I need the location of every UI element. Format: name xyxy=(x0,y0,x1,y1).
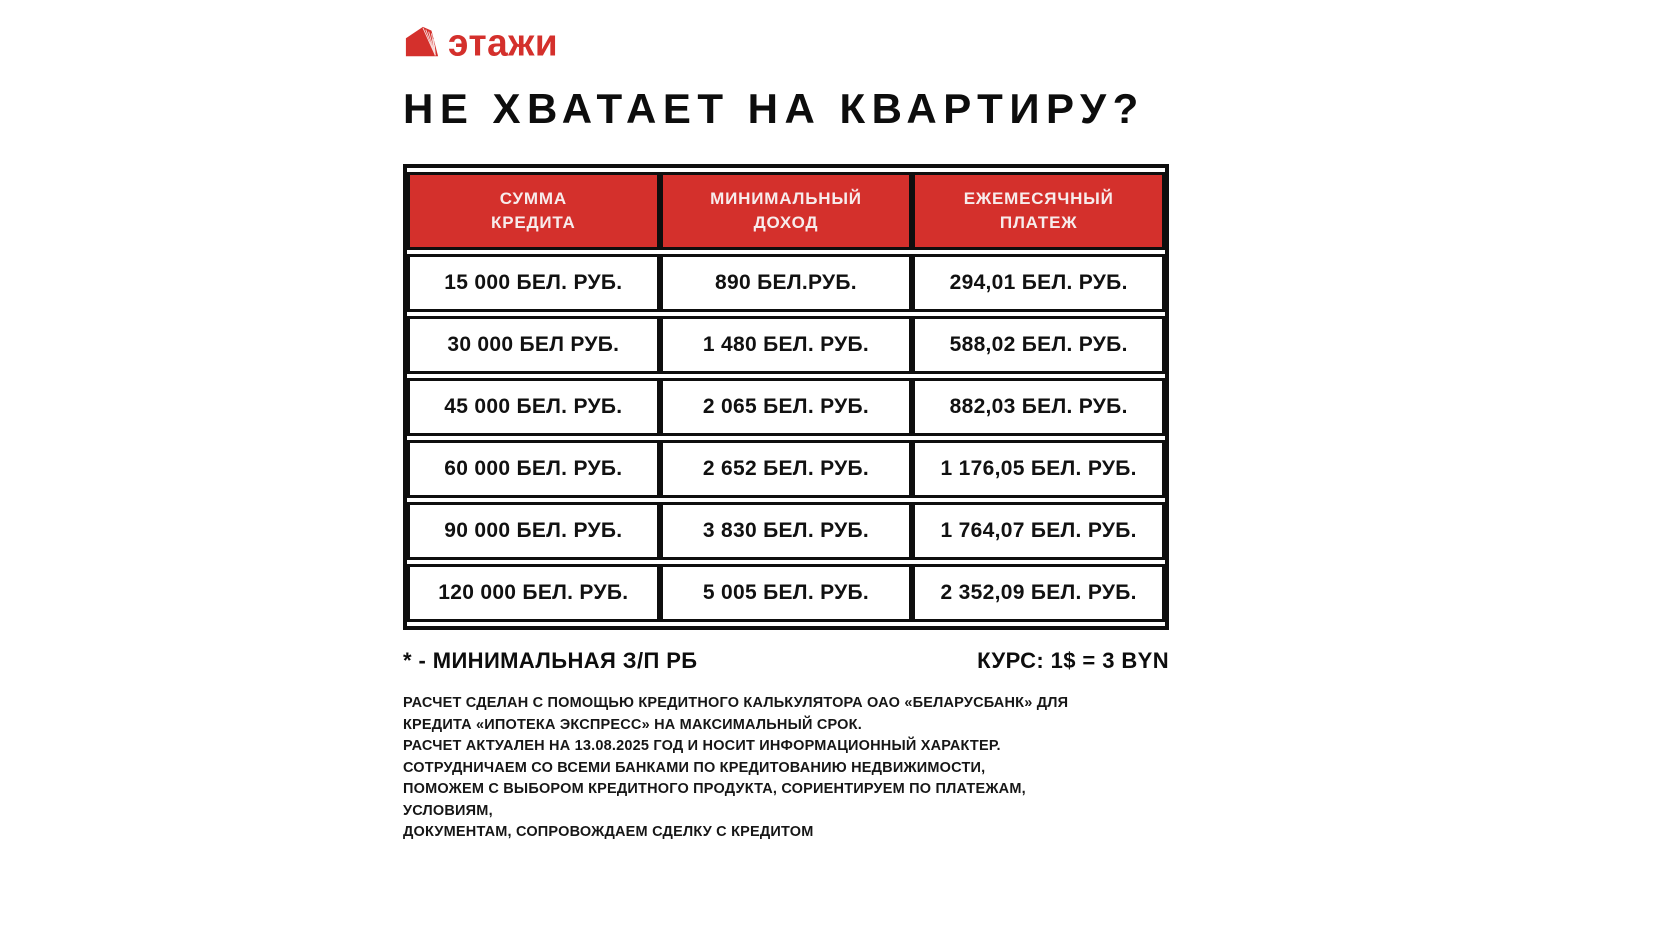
table-cell: 30 000 БЕЛ РУБ. xyxy=(407,316,660,374)
disclaimer-line: СОТРУДНИЧАЕМ СО ВСЕМИ БАНКАМИ ПО КРЕДИТОВАНИЮ НЕДВИЖИМОСТИ, xyxy=(403,759,986,776)
column-header-line: СУММА xyxy=(499,189,567,208)
credit-table-body xyxy=(407,254,1165,622)
table-cell: 120 000 БЕЛ. РУБ. xyxy=(407,564,660,622)
table-cell: 45 000 БЕЛ. РУБ. xyxy=(407,378,660,436)
table-cell: 15 000 БЕЛ. РУБ. xyxy=(407,254,660,312)
table-row xyxy=(407,254,1165,312)
column-header-monthly-payment xyxy=(912,172,1165,250)
table-cell: 5 005 БЕЛ. РУБ. xyxy=(660,564,913,622)
table-row xyxy=(407,502,1165,560)
table-cell: 1 480 БЕЛ. РУБ. xyxy=(660,316,913,374)
etazhi-logo-text: этажи xyxy=(448,21,559,63)
table-row xyxy=(407,440,1165,498)
table-row xyxy=(407,378,1165,436)
footnote-min-salary: * - МИНИМАЛЬНАЯ З/П РБ xyxy=(403,648,698,673)
content-column xyxy=(403,0,1169,844)
disclaimer-text xyxy=(403,693,1169,844)
table-cell: 2 065 БЕЛ. РУБ. xyxy=(660,378,913,436)
table-cell: 588,02 БЕЛ. РУБ. xyxy=(912,316,1165,374)
column-header-loan-amount xyxy=(407,172,660,250)
etazhi-house-icon xyxy=(403,24,441,60)
table-cell: 882,03 БЕЛ. РУБ. xyxy=(912,378,1165,436)
footnote-row xyxy=(403,648,1169,674)
table-cell: 1 764,07 БЕЛ. РУБ. xyxy=(912,502,1165,560)
column-header-line: ДОХОД xyxy=(753,213,819,232)
table-row xyxy=(407,316,1165,374)
column-header-line: ЕЖЕМЕСЯЧНЫЙ xyxy=(963,189,1114,208)
disclaimer-line: ПОМОЖЕМ С ВЫБОРОМ КРЕДИТНОГО ПРОДУКТА, СОРИЕНТИРУЕМ ПО ПЛАТЕЖАМ, xyxy=(403,781,1026,797)
table-cell: 294,01 БЕЛ. РУБ. xyxy=(912,254,1165,312)
disclaimer-line: РАСЧЕТ АКТУАЛЕН НА 13.08.2025 ГОД И НОСИТ ИНФОРМАЦИОННЫЙ ХАРАКТЕР. xyxy=(403,738,1001,754)
disclaimer-line: УСЛОВИЯМ, xyxy=(403,802,493,819)
table-cell: 1 176,05 БЕЛ. РУБ. xyxy=(912,440,1165,498)
disclaimer-line: ДОКУМЕНТАМ, СОПРОВОЖДАЕМ СДЕЛКУ С КРЕДИТОМ xyxy=(403,824,814,840)
header-row xyxy=(407,172,1165,250)
column-header-line: КРЕДИТА xyxy=(491,213,576,232)
etazhi-logo xyxy=(403,22,1169,62)
page-title: НЕ ХВАТАЕТ НА КВАРТИРУ? xyxy=(403,85,1145,132)
table-cell: 890 БЕЛ.РУБ. xyxy=(660,254,913,312)
column-header-min-income xyxy=(660,172,913,250)
column-header-line: ПЛАТЕЖ xyxy=(999,213,1078,232)
table-cell: 90 000 БЕЛ. РУБ. xyxy=(407,502,660,560)
table-cell: 3 830 БЕЛ. РУБ. xyxy=(660,502,913,560)
disclaimer-line: РАСЧЕТ СДЕЛАН С ПОМОЩЬЮ КРЕДИТНОГО КАЛЬКУЛЯТОРА ОАО «БЕЛАРУСБАНК» ДЛЯ xyxy=(403,695,1069,711)
table-cell: 2 352,09 БЕЛ. РУБ. xyxy=(912,564,1165,622)
table-cell: 2 652 БЕЛ. РУБ. xyxy=(660,440,913,498)
table-cell: 60 000 БЕЛ. РУБ. xyxy=(407,440,660,498)
credit-table-header xyxy=(407,172,1165,250)
credit-table xyxy=(403,164,1169,630)
disclaimer-line: КРЕДИТА «ИПОТЕКА ЭКСПРЕСС» НА МАКСИМАЛЬНЫЙ СРОК. xyxy=(403,716,862,733)
footnote-exchange-rate: КУРС: 1$ = 3 BYN xyxy=(977,648,1169,673)
table-row xyxy=(407,564,1165,622)
column-header-line: МИНИМАЛЬНЫЙ xyxy=(710,189,862,208)
